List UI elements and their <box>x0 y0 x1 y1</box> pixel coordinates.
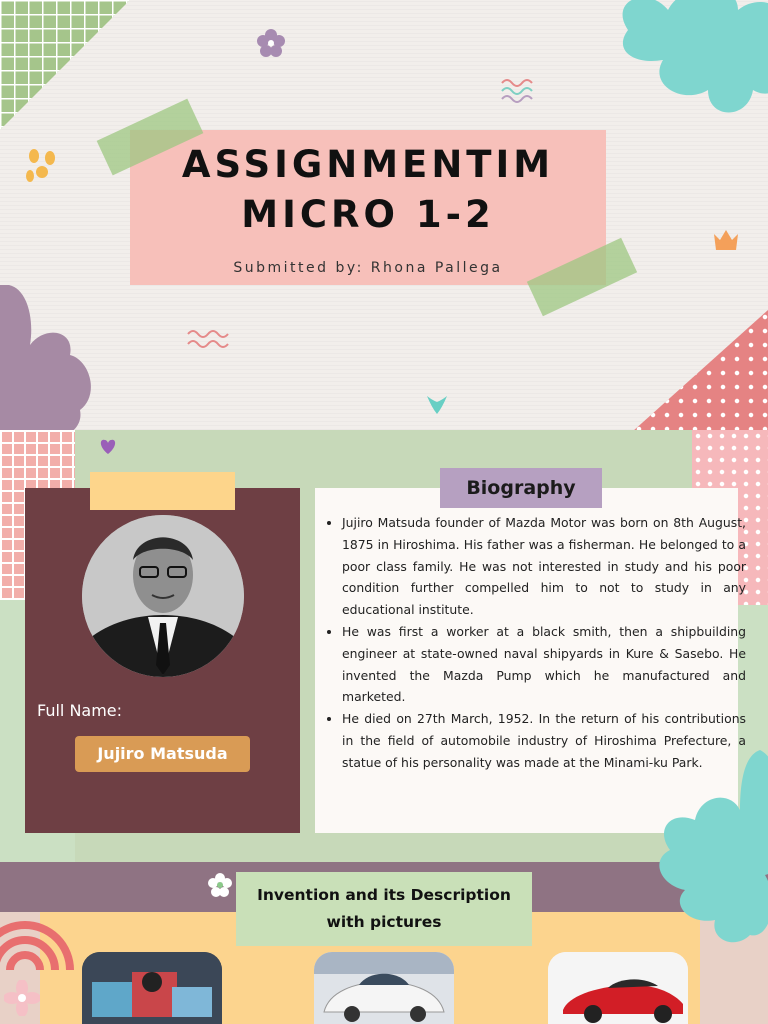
flower-icon <box>4 980 40 1016</box>
invention-heading-line-1: Invention and its Description <box>257 886 511 904</box>
invention-heading-line-2: with pictures <box>326 913 442 931</box>
arch-decoration <box>0 860 80 970</box>
invention-photo-car-white <box>314 952 454 1024</box>
flower-icon <box>207 872 233 898</box>
biography-heading: Biography <box>440 468 602 508</box>
teal-blob-decoration <box>640 750 768 950</box>
portrait-image <box>82 515 244 677</box>
list-item: • Jujiro Matsuda founder of Mazda Motor was born on 8th August, 1875 in Hiroshima. His father was a fisherman. He belonged to a poor class family. He was not interested in study and his poor condition further compelled him to not to study in any educational institute. <box>342 512 746 621</box>
biography-list <box>322 512 746 774</box>
purple-blob-decoration <box>0 285 100 435</box>
full-name-label: Full Name: <box>37 701 123 720</box>
invention-photo-car-red <box>548 952 688 1024</box>
invention-heading <box>236 872 532 946</box>
title-line-1: ASSIGNMENTIM <box>181 143 555 186</box>
squiggle-icon <box>500 75 538 109</box>
name-badge: Jujiro Matsuda <box>75 736 250 772</box>
subtitle: Submitted by: Rhona Pallega <box>233 260 503 276</box>
list-item: • He died on 27th March, 1952. In the return of his contributions in the field of automobile industry of Hiroshima Prefecture, a statue of his personality was made at the Minami-ku Park. <box>342 708 746 773</box>
list-item: • He was first a worker at a black smith, then a shipbuilding engineer at state-owned naval shipyards in Kure & Sasebo. He invented the Mazda Pump which he manufactured and marketed. <box>342 621 746 708</box>
tulip-icon <box>710 224 742 256</box>
sprout-icon <box>22 148 60 186</box>
leaf-icon <box>424 392 450 416</box>
flower-icon <box>256 28 286 58</box>
squiggle-icon <box>186 326 230 352</box>
page-title <box>130 140 606 240</box>
title-line-2: MICRO 1-2 <box>241 193 495 236</box>
heart-icon <box>98 434 118 456</box>
tape-decoration <box>90 472 235 510</box>
invention-photo-machine <box>82 952 222 1024</box>
portrait-photo <box>82 515 244 677</box>
teal-blob-decoration <box>588 0 768 120</box>
